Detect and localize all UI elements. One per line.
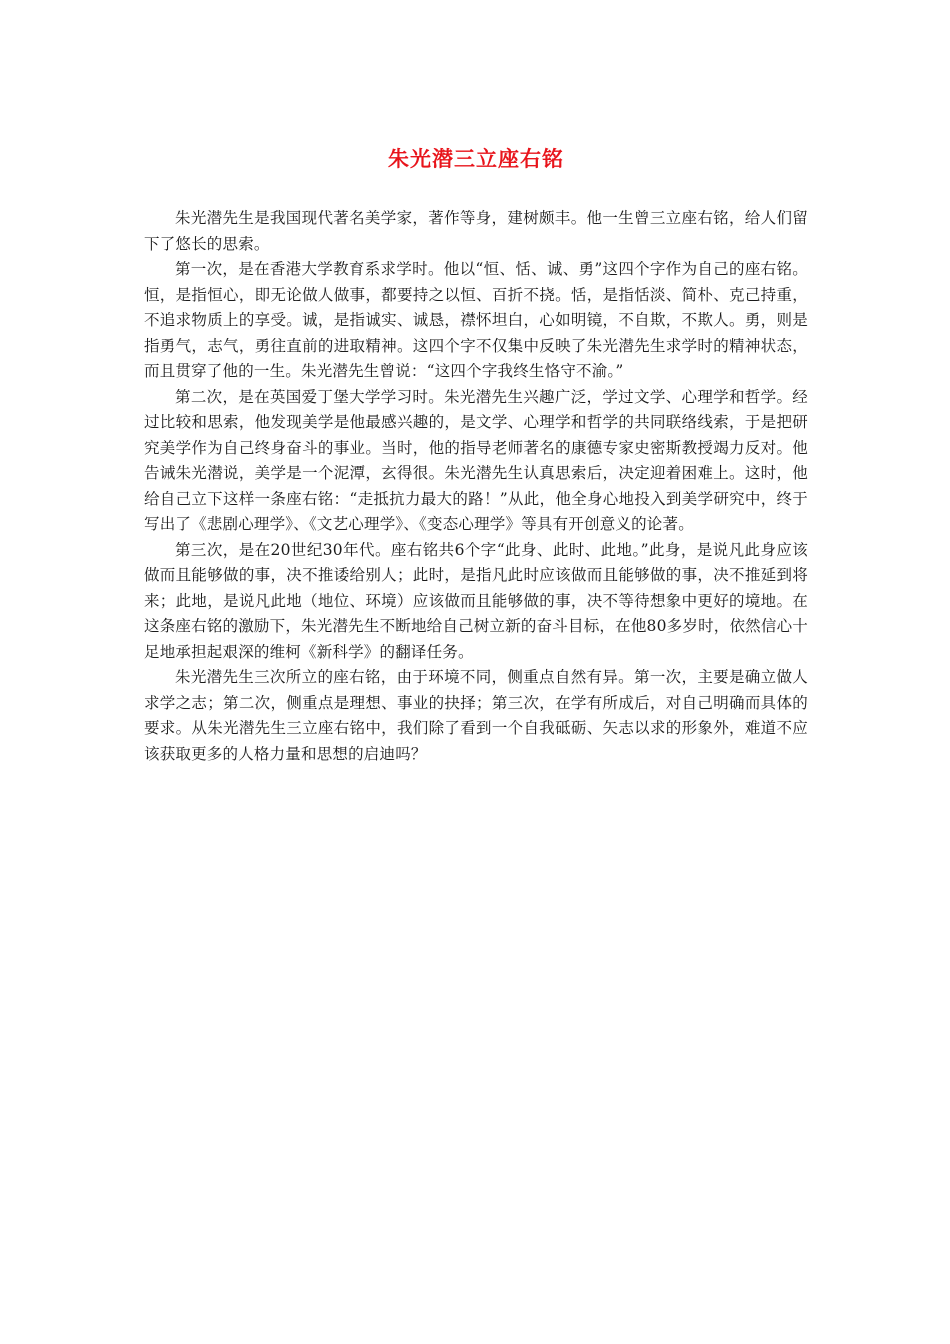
document-body bbox=[144, 206, 808, 767]
paragraph-first-motto: 第一次，是在香港大学教育系求学时。他以“恒、恬、诚、勇”这四个字作为自己的座右铭。恒，是指恒心，即无论做人做事，都要持之以恒、百折不挠。恬，是指恬淡、简朴、克己持重，不追求物质上的享受。诚，是指诚实、诚恳，襟怀坦白，心如明镜，不自欺，不欺人。勇，则是指勇气，志气，勇往直前的进取精神。这四个字不仅集中反映了朱光潜先生求学时的精神状态，而且贯穿了他的一生。朱光潜先生曾说：“这四个字我终生恪守不渝。” bbox=[144, 260, 808, 380]
document-title: 朱光潜三立座右铭 bbox=[388, 146, 564, 171]
paragraph-intro: 朱光潜先生是我国现代著名美学家，著作等身，建树颇丰。他一生曾三立座右铭，给人们留下了悠长的思索。 bbox=[144, 209, 808, 253]
paragraph-third-motto: 第三次，是在20世纪30年代。座右铭共6个字“此身、此时、此地。”此身，是说凡此身应该做而且能够做的事，决不推诿给别人；此时，是指凡此时应该做而且能够做的事，决不推延到将来；此地，是说凡此地（地位、环境）应该做而且能够做的事，决不等待想象中更好的境地。在这条座右铭的激励下，朱光潜先生不断地给自己树立新的奋斗目标，在他80多岁时，依然信心十足地承担起艰深的维柯《新科学》的翻译任务。 bbox=[144, 540, 808, 661]
paragraph-conclusion: 朱光潜先生三次所立的座右铭，由于环境不同，侧重点自然有异。第一次，主要是确立做人求学之志；第二次，侧重点是理想、事业的抉择；第三次，在学有所成后，对自己明确而具体的要求。从朱光潜先生三立座右铭中，我们除了看到一个自我砥砺、矢志以求的形象外，难道不应该获取更多的人格力量和思想的启迪吗？ bbox=[144, 668, 808, 763]
paragraph-second-motto: 第二次，是在英国爱丁堡大学学习时。朱光潜先生兴趣广泛，学过文学、心理学和哲学。经过比较和思索，他发现美学是他最感兴趣的，是文学、心理学和哲学的共同联络线索，于是把研究美学作为自己终身奋斗的事业。当时，他的指导老师著名的康德专家史密斯教授竭力反对。他告诫朱光潜说，美学是一个泥潭，玄得很。朱光潜先生认真思索后，决定迎着困难上。这时，他给自己立下这样一条座右铭：“走抵抗力最大的路！”从此，他全身心地投入到美学研究中，终于写出了《悲剧心理学》、《文艺心理学》、《变态心理学》等具有开创意义的论著。 bbox=[144, 387, 808, 533]
